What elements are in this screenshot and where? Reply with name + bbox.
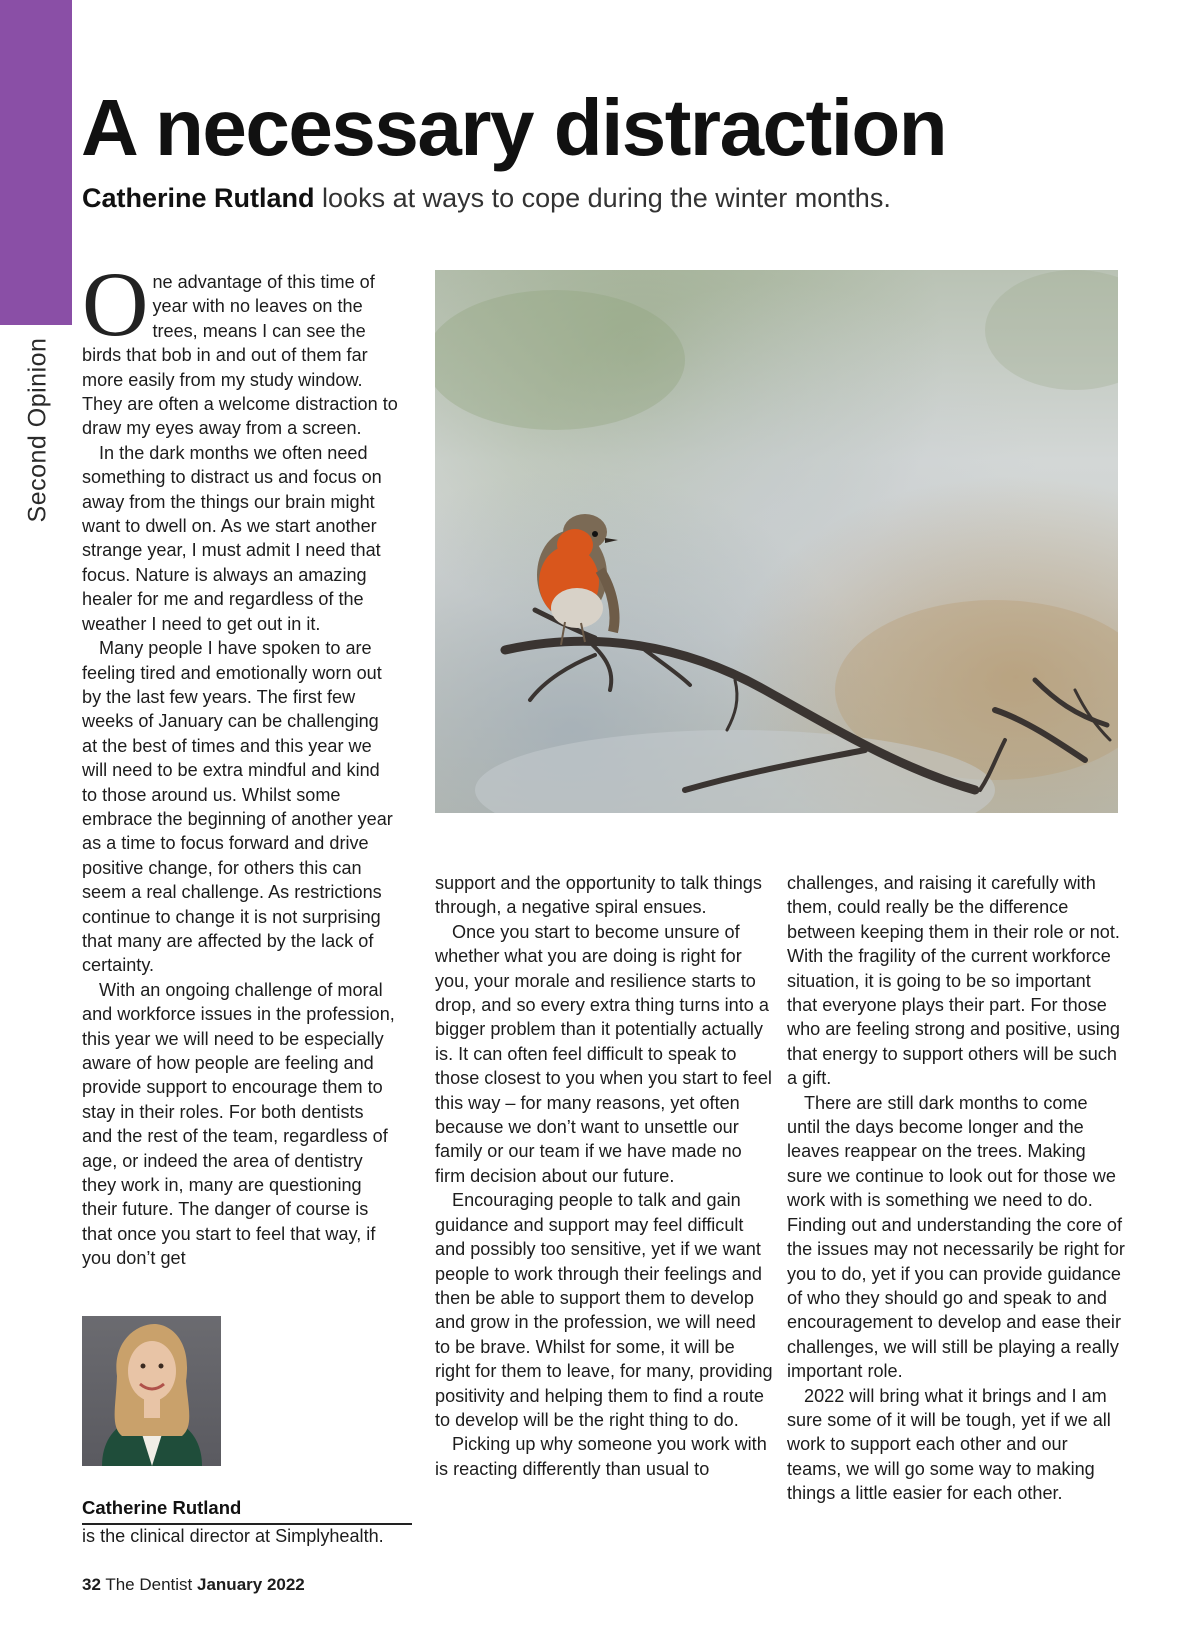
- body-column-1: [82, 253, 398, 1271]
- robin-bird: [537, 514, 618, 645]
- body-paragraph: Encouraging people to talk and gain guidance and support may feel difficult and possibly too sensitive, yet if we want people to work through their feelings and then be able to support them to develop and grow in the profession, we will need to be brave. Whilst for some, it will be right for them to leave, for many, providing positivity and helping them to find a route to develop will be the right thing to do.: [435, 1190, 773, 1430]
- byline-divider: [82, 1523, 412, 1525]
- page-footer: [82, 1575, 305, 1595]
- article-title: A necessary distraction: [81, 83, 947, 172]
- body-paragraph: Once you start to become unsure of whether what you are doing is right for you, your morale and resilience starts to drop, and so every extra thing turns into a bigger problem than it potentially actually is. It can often feel difficult to speak to those closest to you when you start to feel this way – for many reasons, yet often because we don’t want to unsettle our family or our team if we have made no firm decision about our future.: [435, 921, 772, 1186]
- publication-name: The Dentist: [105, 1575, 193, 1594]
- drop-cap: O: [82, 253, 149, 355]
- byline-role: is the clinical director at Simplyhealth.: [82, 1526, 384, 1546]
- robin-illustration: [435, 270, 1118, 813]
- section-label: Second Opinion: [23, 337, 52, 523]
- robin-photo: [435, 270, 1118, 813]
- standfirst: [82, 183, 891, 214]
- body-paragraph: support and the opportunity to talk things through, a negative spiral ensues.: [435, 873, 762, 918]
- body-paragraph: 2022 will bring what it brings and I am sure some of it will be tough, yet if we all work to support each other and our teams, we will go some way to making things a little easier for each other.: [787, 1385, 1111, 1504]
- author-portrait: [82, 1316, 221, 1466]
- body-paragraph: Picking up why someone you work with is reacting differently than usual to: [435, 1434, 767, 1479]
- body-column-2: [435, 871, 773, 1481]
- section-color-bar: [0, 0, 72, 325]
- body-paragraph: There are still dark months to come until the days become longer and the leaves reappear on the trees. Making sure we continue to look out for those we work with is something we need to do. Finding out and understanding the core of the issues may not necessarily be right for you to do, yet if you can provide guidance of who they should go and speak to and encouragement to develop and ease their challenges, we will still be playing a really important role.: [787, 1092, 1125, 1382]
- body-paragraph: In the dark months we often need something to distract us and focus on away from the things our brain might want to dwell on. As we start another strange year, I must admit I need that focus. Nature is always an amazing healer for me and regardless of the weather I need to get out in it.: [82, 442, 382, 634]
- author-portrait-illustration: [82, 1316, 221, 1466]
- standfirst-author: Catherine Rutland: [82, 183, 315, 213]
- body-paragraph: [82, 253, 398, 441]
- body-paragraph: Many people I have spoken to are feeling tired and emotionally worn out by the last few years. The first few weeks of January can be challenging at the best of times and this year we will need to be extra mindful and kind to those around us. Whilst some embrace the beginning of another year as a time to focus forward and drive positive change, for others this can seem a real challenge. As restrictions continue to change it is not surprising that many are affected by the lack of certainty.: [82, 638, 393, 976]
- body-paragraph: challenges, and raising it carefully with them, could really be the difference between keeping them in their role or not. With the fragility of the current workforce situation, it is going to be so important that everyone plays their part. For those who are feeling strong and positive, using that energy to support others will be such a gift.: [787, 873, 1120, 1089]
- body-paragraph: With an ongoing challenge of moral and workforce issues in the profession, this year we will need to be especially aware of how people are feeling and provide support to encourage them to stay in their roles. For both dentists and the rest of the team, regardless of age, or indeed the area of dentistry they work in, many are questioning their future. The danger of course is that once you start to feel that way, if you don’t get: [82, 979, 395, 1269]
- body-paragraph-text: ne advantage of this time of year with no leaves on the trees, means I can see the birds that bob in and out of them far more easily from my study window. They are often a welcome distraction to draw my eyes away from a screen.: [82, 272, 398, 439]
- issue-date: January 2022: [197, 1575, 305, 1594]
- byline-name: Catherine Rutland: [82, 1497, 242, 1518]
- standfirst-text: looks at ways to cope during the winter months.: [314, 183, 891, 213]
- body-column-3: [787, 871, 1125, 1506]
- page-number: 32: [82, 1575, 101, 1594]
